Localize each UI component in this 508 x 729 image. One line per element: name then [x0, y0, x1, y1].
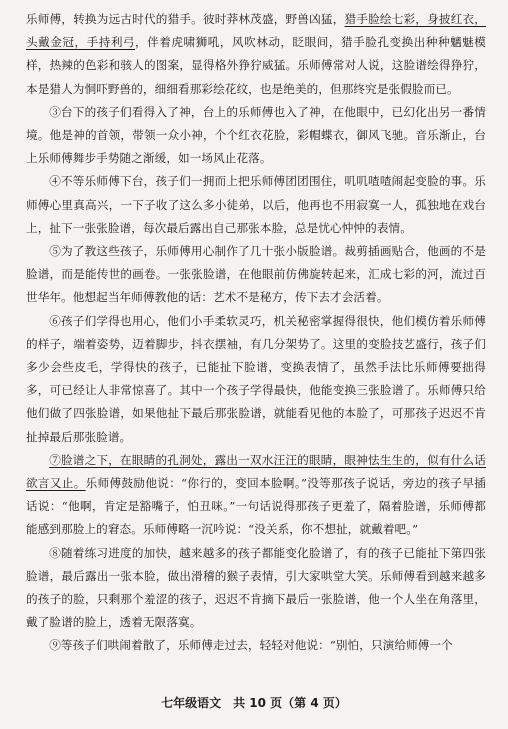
text-run: 乐师傅，转换为远古时代的猎手。彼时莽林茂盛，野兽凶猛， [26, 12, 345, 26]
paragraph [26, 634, 486, 657]
paragraph [26, 310, 486, 449]
paragraph [26, 240, 486, 310]
text-run: ④不等乐师傅下台，孩子们一拥而上把乐师傅团团围住，叽叽喳喳闹起变脸的事。乐师傅心里真高兴，一下子收了这么多小徒弟，以后，他再也不用寂寞一人，孤独地在戏台上，扯下一张张脸谱，每次最后露出自己那张本脸，总是忧心忡忡的表情。 [26, 174, 486, 235]
paragraph [26, 170, 486, 240]
paragraph [26, 101, 486, 171]
text-run: ⑧随着练习进度的加快，越来越多的孩子都能变化脸谱了，有的孩子已能扯下第四张脸谱，最后露出一张本脸，做出滑稽的猴子表情，引大家哄堂大笑。乐师傅看到越来越多的孩子的脸，只剩那个羞涩的孩子，迟迟不肯摘下最后一张脸谱，他一个人坐在角落里，戴了脸谱的脸上，透着无限落寞。 [26, 545, 486, 630]
reading-passage [26, 8, 486, 658]
text-run: ⑤为了教这些孩子，乐师傅用心制作了几十张小版脸谱。裁剪插画贴合，他画的不是脸谱，而是能传世的画卷。一张张脸谱，在他眼前仿佛旋转起来，汇成七彩的河，流过百世华年。他想起当年师傅教他的话：艺术不是秘方，传下去才会活着。 [26, 244, 486, 305]
text-run: ，伴着虎啸狮吼，风吹林动，眨眼间，猎手脸孔变换出种种魑魅模样，热辣的色彩和骇人的图案，显得格外狰狞威猛。乐师傅常对人说，这脸谱绘得狰狞，本是猎人为恫吓野兽的，细细看那彩绘花纹，也是绝美的，但那终究是张假脸而已。 [26, 35, 486, 96]
text-run: ③台下的孩子们看得入了神，台上的乐师傅也入了神，在他眼中，已幻化出另一番情境。他是神的首领，带领一众小神，个个红衣花脸，彩帽蝶衣，御风飞驰。音乐渐止，台上乐师傅舞步手势随之渐缓，如一场风止花落。 [26, 104, 486, 166]
underlined-sentence: ⑦脸谱之下，在眼睛的孔洞处，露出一双水汪汪的眼睛，眼神怯生生的，似有什么话欲言又止。 [26, 452, 486, 491]
text-run: ⑥孩子们学得也用心，他们小手柔软灵巧，机关秘密掌握得很快，他们模仿着乐师傅的样子，端着姿势，迈着脚步，抖衣摆袖，有几分架势了。这里的变脸技艺盛行，孩子们多少会些皮毛，学得快的孩子，已能扯下脸谱，变换表情了，虽然手法比乐师傅要拙得多，可已经让人非常惊喜了。其中一个孩子学得最快，他能变换三张脸谱了。乐师傅只给他们做了四张脸谱，如果他扯下最后那张脸谱，就能看见他的本脸了，可那孩子迟迟不肯扯掉最后那张脸谱。 [26, 313, 486, 444]
paragraph [26, 8, 486, 101]
text-run: 乐师傅鼓励他说：“你行的，变回本脸啊。”没等那孩子说话，旁边的孩子早插话说：“他啊，肯定是豁嘴子，怕丑咪。”一句话说得那孩子更羞了，隔着脸谱，乐师傅都能感到那脸上的窘态。乐师傅略一沉吟说：“没关系，你不想扯，就戴着吧。” [26, 476, 486, 537]
paragraph [26, 449, 486, 542]
text-run: ⑨等孩子们哄闹着散了，乐师傅走过去，轻轻对他说：“别怕，只演给师傅一个 [49, 638, 453, 653]
paragraph [26, 542, 486, 635]
underlined-sentence: 猎手脸绘七彩，身披红衣，头戴金冠，手持利弓 [26, 12, 486, 50]
page-footer: 七年级语文 共 10 页（第 4 页） [161, 696, 347, 710]
